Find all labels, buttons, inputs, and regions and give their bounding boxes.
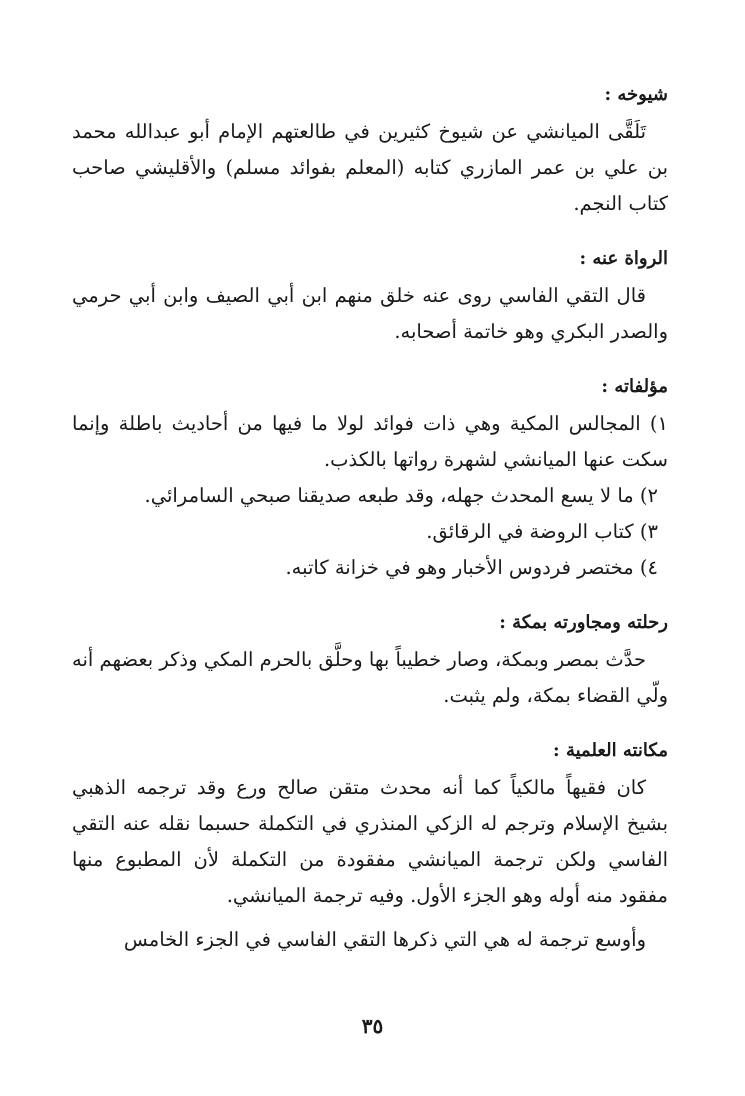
- section-paragraph: حدَّث بمصر وبمكة، وصار خطيباً بها وحلَّق بالحرم المكي وذكر بعضهم أنه ولّي القضاء بمكة، ولم يثبت.: [71, 648, 668, 707]
- page-content: [72, 82, 668, 982]
- section-paragraph: قال التقي الفاسي روى عنه خلق منهم ابن أبي الصيف وابن أبي حرمي والصدر البكري وهو خاتمة أصحابه.: [72, 284, 668, 343]
- section-heading: مؤلفاته :: [601, 376, 668, 397]
- list-item: ٤) مختصر فردوس الأخبار وهو في خزانة كاتبه.: [285, 556, 658, 579]
- section-makana: [72, 738, 668, 958]
- section-heading: الرواة عنه :: [579, 248, 668, 269]
- list-item: ١) المجالس المكية وهي ذات فوائد لولا ما فيها من أحاديث باطلة وإنما سكت عنها الميانشي لشهرة رواتها بالكذب.: [72, 412, 668, 471]
- section-heading: مكانته العلمية :: [553, 740, 668, 761]
- section-paragraph: وأوسع ترجمة له هي التي ذكرها التقي الفاسي في الجزء الخامس: [123, 928, 646, 951]
- section-heading: شيوخه :: [604, 84, 668, 105]
- section-paragraph: كان فقيهاً مالكياً كما أنه محدث متقن صالح ورع وقد ترجمه الذهبي بشيخ الإسلام وترجم له الزكي المنذري في التكملة حسبما نقله عنه التقي الفاسي ولكن ترجمة الميانشي مفقودة من التكملة لأن المطبوع منها مفقود منه أوله وهو الجزء الأول. وفيه ترجمة الميانشي.: [72, 776, 668, 907]
- section-shuyukh: [72, 82, 668, 222]
- page-number: ٣٥: [361, 1014, 384, 1038]
- list-item: ٢) ما لا يسع المحدث جهله، وقد طبعه صديقنا صبحي السامرائي.: [144, 484, 658, 507]
- section-ruwat: [72, 246, 668, 350]
- section-rihla: [72, 610, 668, 714]
- section-heading: رحلته ومجاورته بمكة :: [499, 612, 668, 633]
- section-muallafat: [72, 374, 668, 586]
- section-paragraph: تَلَقَّى الميانشي عن شيوخ كثيرين في طالعتهم الإمام أبو عبدالله محمد بن علي بن عمر المازري كتابه (المعلم بفوائد مسلم) والأقليشي صاحب كتاب النجم.: [72, 120, 668, 215]
- list-item: ٣) كتاب الروضة في الرقائق.: [426, 520, 658, 543]
